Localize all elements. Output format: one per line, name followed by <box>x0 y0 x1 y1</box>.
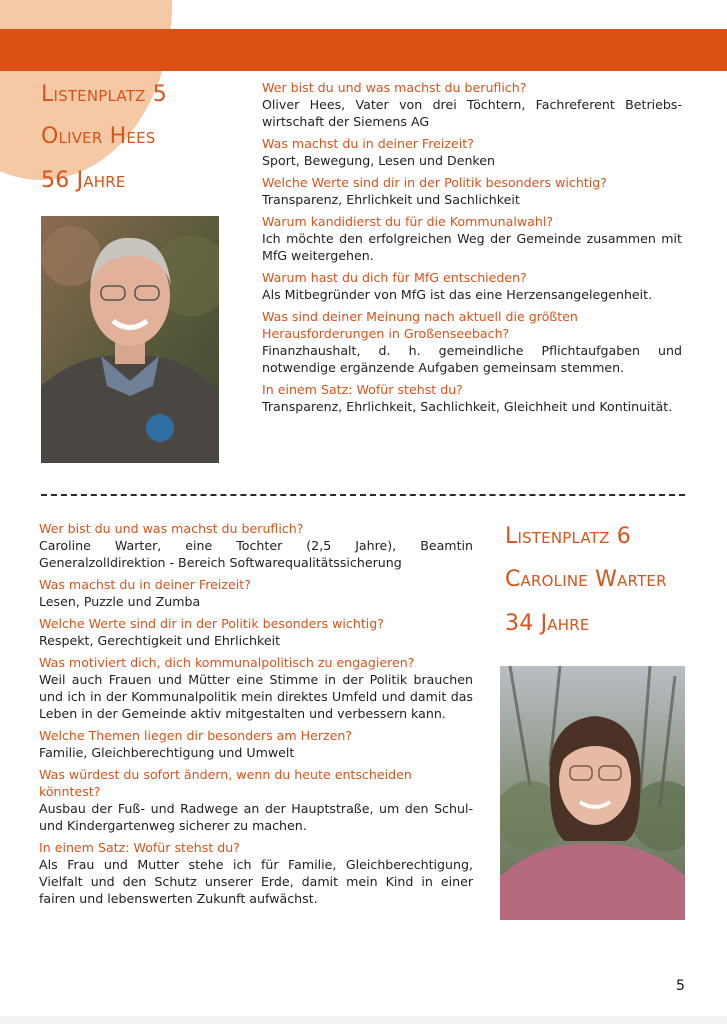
qa-answer: Ausbau der Fuß- und Radwege an der Hauptstraße, um den Schul- und Kindergartenweg sicherer zu machen. <box>39 801 473 833</box>
qa-question: In einem Satz: Wofür stehst du? <box>262 382 463 397</box>
candidate1-listplace: Listenplatz 5 <box>41 82 167 107</box>
candidate2-qa <box>39 520 473 912</box>
qa-question: Wer bist du und was machst du beruflich? <box>39 521 304 536</box>
dashed-divider <box>41 494 685 496</box>
qa-answer: Weil auch Frauen und Mütter eine Stimme in der Politik brauchen und ich in der Kommunalpolitik mein direktes Umfeld und damit das Leben in der Gemeinde aktiv mitgestalten und verbessern kann. <box>39 672 473 721</box>
qa-question: In einem Satz: Wofür stehst du? <box>39 840 240 855</box>
qa-question: Was würdest du sofort ändern, wenn du heute entscheiden könntest? <box>39 767 412 799</box>
qa-answer: Oliver Hees, Vater von drei Töchtern, Fachreferent Betriebs-wirtschaft der Siemens AG <box>262 97 682 129</box>
qa-question: Was motiviert dich, dich kommunalpolitisch zu engagieren? <box>39 655 415 670</box>
qa-answer: Sport, Bewegung, Lesen und Denken <box>262 153 496 168</box>
qa-question: Welche Werte sind dir in der Politik besonders wichtig? <box>262 175 607 190</box>
candidate1-photo <box>41 216 219 463</box>
candidate2-age: 34 Jahre <box>505 611 590 636</box>
candidate2-photo <box>500 666 685 920</box>
candidate1-age: 56 Jahre <box>41 168 126 193</box>
qa-question: Warum kandidierst du für die Kommunalwahl? <box>262 214 554 229</box>
qa-question: Welche Themen liegen dir besonders am Herzen? <box>39 728 353 743</box>
qa-question: Was sind deiner Meinung nach aktuell die größten Herausforderungen in Großenseebach? <box>262 309 578 341</box>
candidate2-name: Caroline Warter <box>505 567 667 592</box>
qa-answer: Caroline Warter, eine Tochter (2,5 Jahre), Beamtin Generalzolldirektion - Bereich Softwarequalitätssicherung <box>39 538 473 570</box>
candidate1-qa <box>262 79 682 420</box>
qa-question: Was machst du in deiner Freizeit? <box>262 136 474 151</box>
candidate2-listplace: Listenplatz 6 <box>505 524 631 549</box>
qa-answer: Als Mitbegründer von MfG ist das eine Herzensangelegenheit. <box>262 287 653 302</box>
qa-answer: Als Frau und Mutter stehe ich für Familie, Gleichberechtigung, Vielfalt und den Schutz unserer Erde, damit mein Kind in einer fairen und lebenswerten Zukunft aufwächst. <box>39 857 473 906</box>
qa-answer: Lesen, Puzzle und Zumba <box>39 594 201 609</box>
qa-answer: Ich möchte den erfolgreichen Weg der Gemeinde zusammen mit MfG weitergehen. <box>262 231 682 263</box>
candidate1-name: Oliver Hees <box>41 124 156 149</box>
header-bar <box>0 29 727 71</box>
qa-answer: Finanzhaushalt, d. h. gemeindliche Pflichtaufgaben und notwendige ergänzende Aufgaben gemeinsam stemmen. <box>262 343 682 375</box>
qa-answer: Familie, Gleichberechtigung und Umwelt <box>39 745 295 760</box>
qa-answer: Transparenz, Ehrlichkeit, Sachlichkeit, Gleichheit und Kontinuität. <box>262 399 673 414</box>
qa-question: Wer bist du und was machst du beruflich? <box>262 80 527 95</box>
page-bottom-edge <box>0 1016 727 1024</box>
qa-question: Warum hast du dich für MfG entschieden? <box>262 270 527 285</box>
qa-answer: Transparenz, Ehrlichkeit und Sachlichkeit <box>262 192 520 207</box>
qa-question: Welche Werte sind dir in der Politik besonders wichtig? <box>39 616 384 631</box>
qa-question: Was machst du in deiner Freizeit? <box>39 577 251 592</box>
qa-answer: Respekt, Gerechtigkeit und Ehrlichkeit <box>39 633 281 648</box>
page-number: 5 <box>676 978 685 994</box>
